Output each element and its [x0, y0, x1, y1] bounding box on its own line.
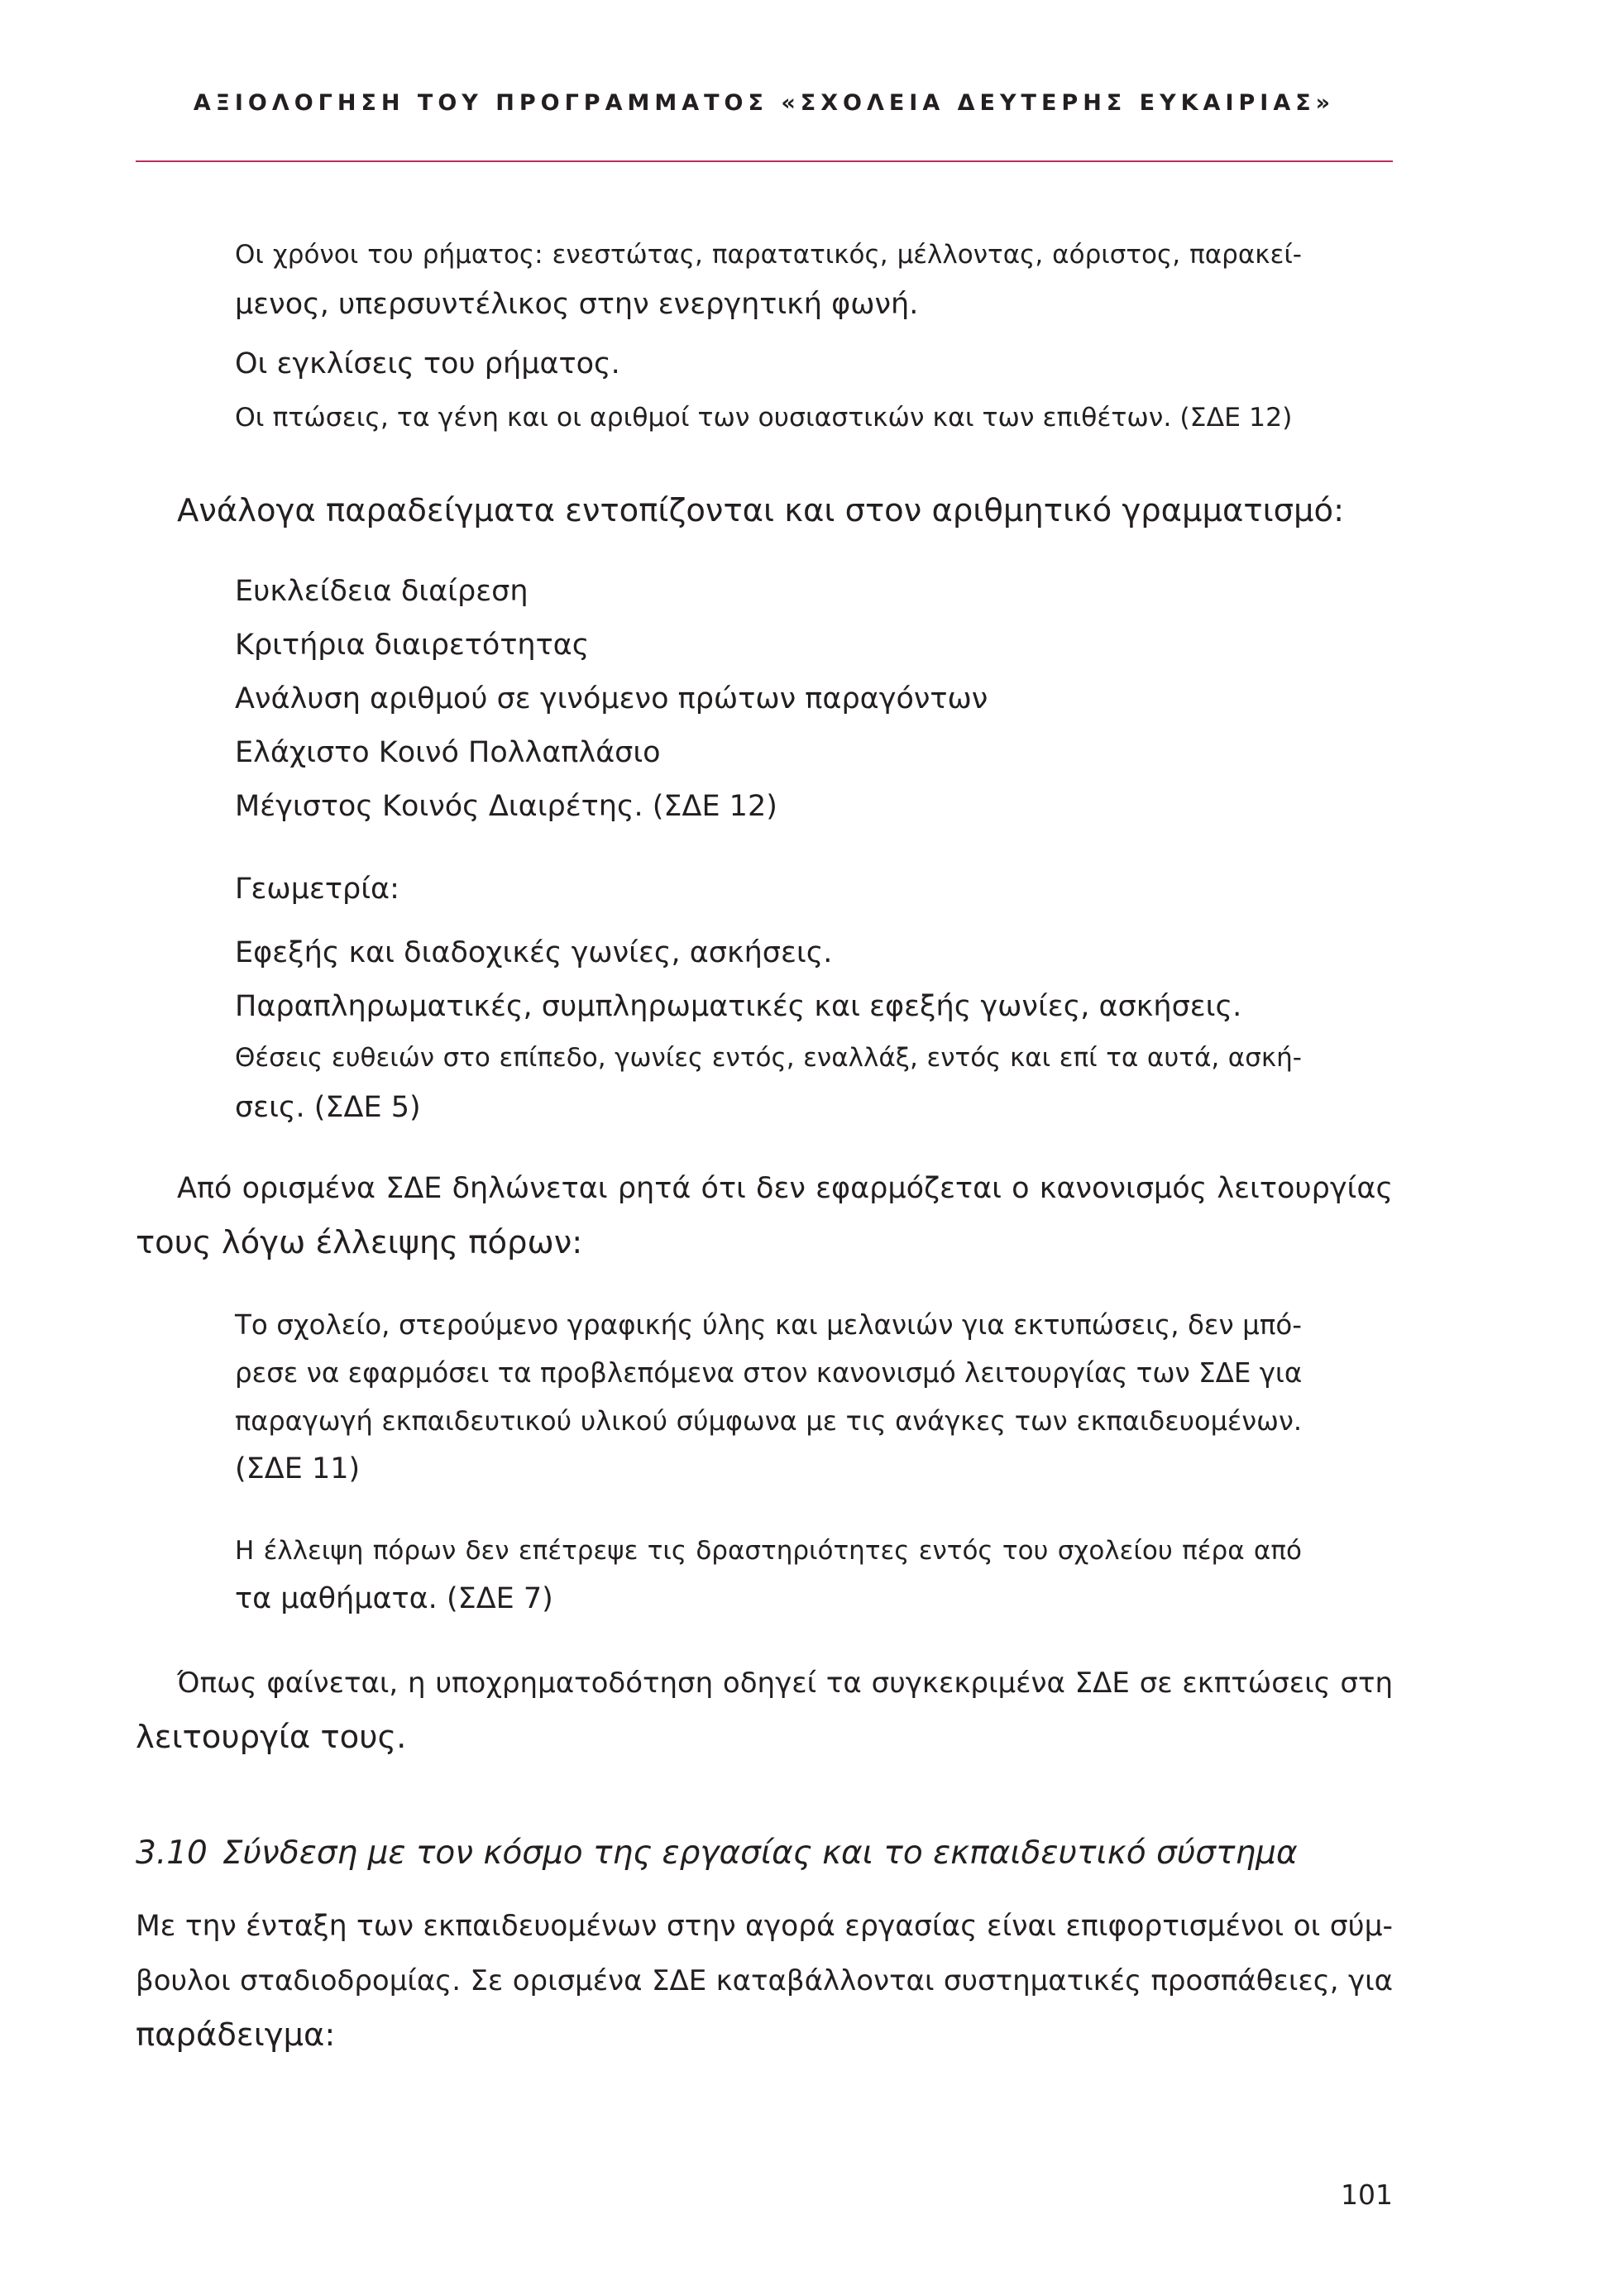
paragraph-funding-line-2: λειτουργία τους. [136, 1719, 407, 1756]
paragraph-section-line-1: Με την ένταξη των εκπαιδευομένων στην αγορά εργασίας είναι επιφορτισμένοι οι σύμ- [136, 1910, 1393, 1943]
paragraph-resources-line-1: Από ορισμένα ΣΔΕ δηλώνεται ρητά ότι δεν εφαρμόζεται ο κανονισμός λειτουργίας [177, 1172, 1393, 1205]
paragraph-resources-line-2: τους λόγω έλλειψης πόρων: [136, 1224, 583, 1261]
quote-geometry-line-4: σεις. (ΣΔΕ 5) [235, 1091, 421, 1124]
quote-numeracy-line-4: Ελάχιστο Κοινό Πολλαπλάσιο [235, 736, 661, 769]
quote-grammar-line-4: Οι πτώσεις, τα γένη και οι αριθμοί των ουσιαστικών και των επιθέτων. (ΣΔΕ 12) [235, 403, 1293, 433]
paragraph-funding-line-1: Όπως φαίνεται, η υποχρηματοδότηση οδηγεί τα συγκεκριμένα ΣΔΕ σε εκπτώσεις στη [177, 1667, 1393, 1700]
paragraph-section-line-2: βουλοι σταδιοδρομίας. Σε ορισμένα ΣΔΕ καταβάλλονται συστηματικές προσπάθειες, για [136, 1964, 1393, 1997]
quote-resources-1-line-4: (ΣΔΕ 11) [235, 1452, 361, 1485]
quote-grammar-line-3: Οι εγκλίσεις του ρήματος. [235, 347, 620, 380]
paragraph-section-line-3: παράδειγμα: [136, 2016, 336, 2054]
quote-geometry-line-2: Παραπληρωματικές, συμπληρωματικές και εφεξής γωνίες, ασκήσεις. [235, 990, 1242, 1023]
quote-numeracy-line-3: Ανάλυση αριθμού σε γινόμενο πρώτων παραγόντων [235, 682, 988, 715]
page-number: 101 [1341, 2179, 1393, 2211]
quote-numeracy-line-5: Μέγιστος Κοινός Διαιρέτης. (ΣΔΕ 12) [235, 790, 777, 823]
quote-geometry-line-1: Εφεξής και διαδοχικές γωνίες, ασκήσεις. [235, 936, 833, 969]
quote-geometry-heading: Γεωμετρία: [235, 873, 399, 906]
quote-geometry-line-3: Θέσεις ευθειών στο επίπεδο, γωνίες εντός, εναλλάξ, εντός και επί τα αυτά, ασκή- [235, 1043, 1302, 1073]
section-title: Σύνδεση με τον κόσμο της εργασίας και το εκπαιδευτικό σύστημα [222, 1834, 1298, 1872]
running-header-title: ΑΞΙΟΛΟΓΗΣΗ ΤΟΥ ΠΡΟΓΡΑΜΜΑΤΟΣ «ΣΧΟΛΕΙΑ ΔΕΥΤΕΡΗΣ ΕΥΚΑΙΡΙΑΣ» [193, 90, 1336, 116]
header-divider [136, 160, 1393, 162]
quote-resources-2-line-2: τα μαθήματα. (ΣΔΕ 7) [235, 1582, 553, 1615]
quote-resources-1-line-3: παραγωγή εκπαιδευτικού υλικού σύμφωνα με τις ανάγκες των εκπαιδευομένων. [235, 1405, 1302, 1437]
quote-grammar-line-2: μενος, υπερσυντέλικος στην ενεργητική φωνή. [235, 288, 919, 321]
paragraph-numeracy-intro: Ανάλογα παραδείγματα εντοπίζονται και στον αριθμητικό γραμματισμό: [177, 492, 1345, 529]
section-number: 3.10 [136, 1834, 208, 1872]
quote-resources-2-line-1: Η έλλειψη πόρων δεν επέτρεψε τις δραστηριότητες εντός του σχολείου πέρα από [235, 1536, 1302, 1566]
section-heading [136, 1829, 1298, 1878]
quote-grammar-line-1: Οι χρόνοι του ρήματος: ενεστώτας, παρατατικός, μέλλοντας, αόριστος, παρακεί- [235, 240, 1302, 270]
quote-numeracy-line-1: Ευκλείδεια διαίρεση [235, 575, 529, 608]
quote-resources-1-line-1: Το σχολείο, στερούμενο γραφικής ύλης και μελανιών για εκτυπώσεις, δεν μπό- [235, 1309, 1302, 1341]
quote-numeracy-line-2: Κριτήρια διαιρετότητας [235, 629, 590, 662]
quote-resources-1-line-2: ρεσε να εφαρμόσει τα προβλεπόμενα στον κανονισμό λειτουργίας των ΣΔΕ για [235, 1357, 1303, 1389]
